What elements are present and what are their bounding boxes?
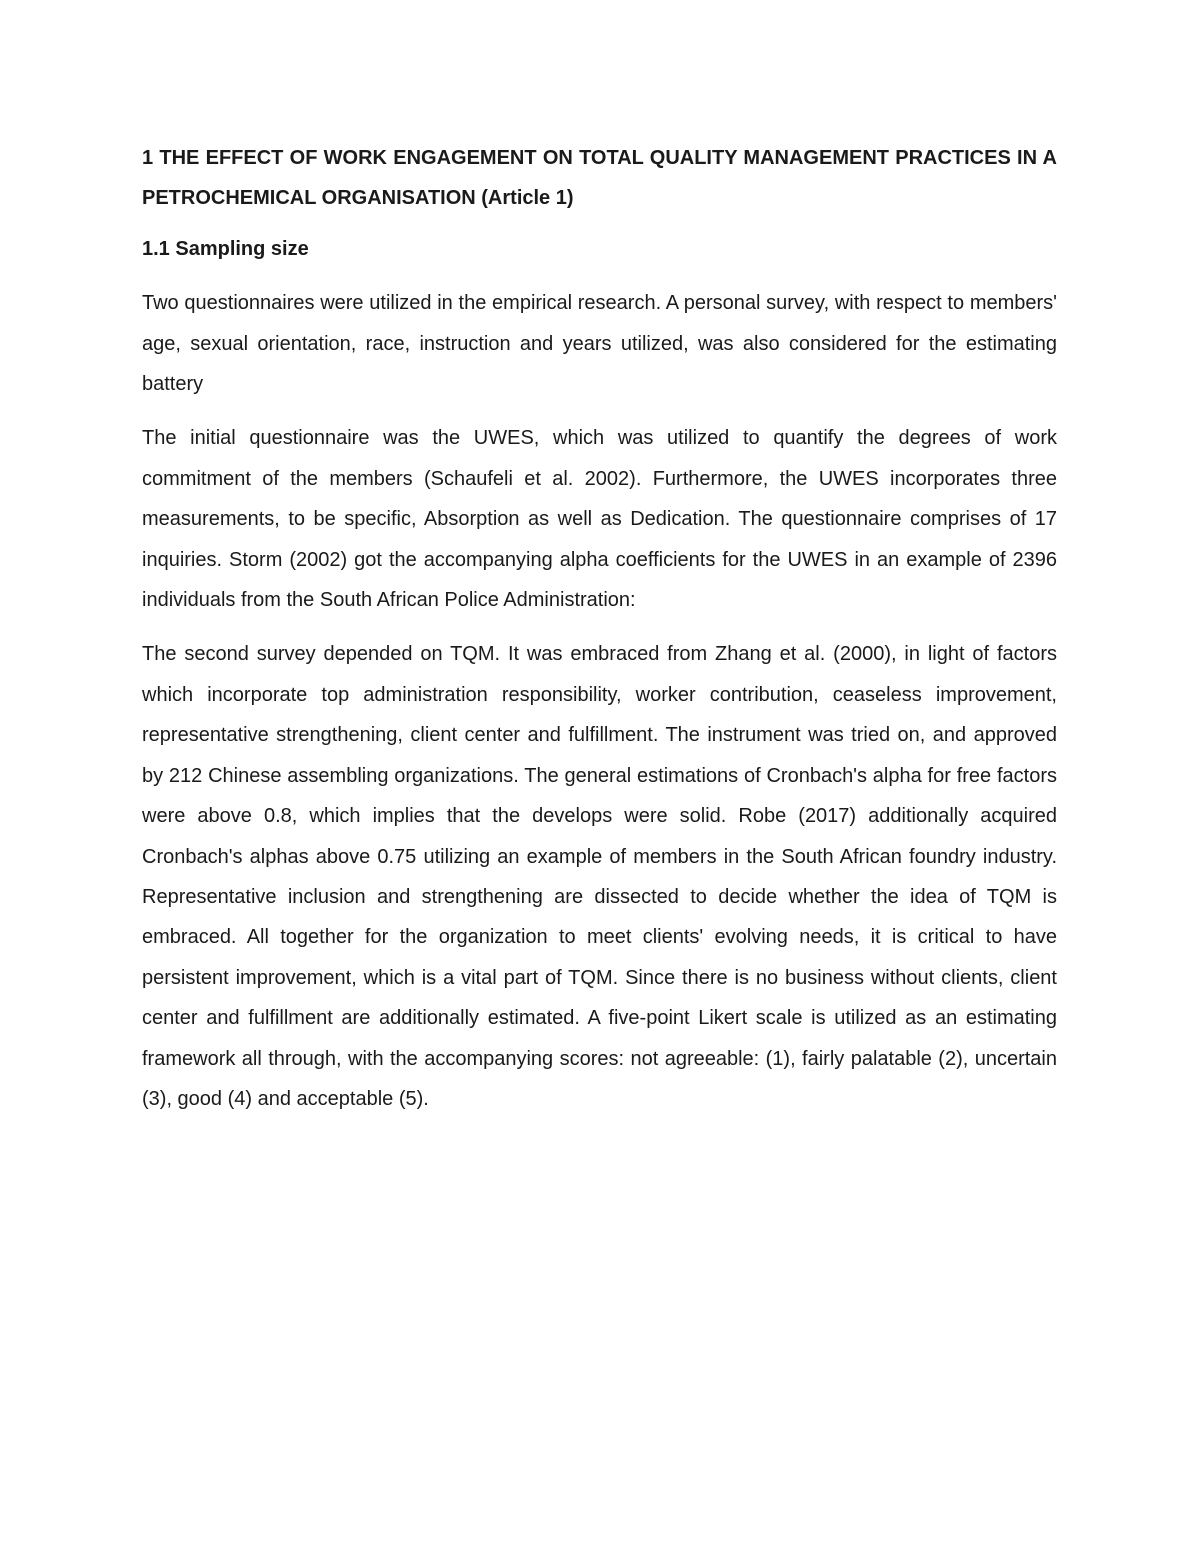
paragraph-2: The initial questionnaire was the UWES, which was utilized to quantify the degrees of work commitment of the members (Schaufeli et al. 2002). Furthermore, the UWES incorporates three measurements, to be specific, Absorption as well as Dedication. The questionnaire comprises of 17 inquiries. Storm (2002) got the accompanying alpha coefficients for the UWES in an example of 2396 individuals from the South African Police Administration:: [142, 427, 1057, 612]
document-body: [142, 138, 1057, 1133]
section-heading: 1.1 Sampling size: [142, 237, 309, 260]
paragraph-3: The second survey depended on TQM. It was embraced from Zhang et al. (2000), in light of factors which incorporate top administration responsibility, worker contribution, ceaseless improvement, representative strengthening, client center and fulfillment. The instrument was tried on, and approved by 212 Chinese assembling organizations. The general estimations of Cronbach's alpha for free factors were above 0.8, which implies that the develops were solid. Robe (2017) additionally acquired Cronbach's alphas above 0.75 utilizing an example of members in the South African foundry industry. Representative inclusion and strengthening are dissected to decide whether the idea of TQM is embraced. All together for the organization to meet clients' evolving needs, it is critical to have persistent improvement, which is a vital part of TQM. Since there is no business without clients, client center and fulfillment are additionally estimated. A five-point Likert scale is utilized as an estimating framework all through, with the accompanying scores: not agreeable: (1), fairly palatable (2), uncertain (3), good (4) and acceptable (5).: [142, 643, 1057, 1110]
paragraph-1: Two questionnaires were utilized in the empirical research. A personal survey, with respect to members' age, sexual orientation, race, instruction and years utilized, was also considered for the estimating battery: [142, 292, 1057, 396]
document-title: 1 THE EFFECT OF WORK ENGAGEMENT ON TOTAL QUALITY MANAGEMENT PRACTICES IN A PETROCHEMICAL ORGANISATION (Article 1): [142, 147, 1057, 210]
